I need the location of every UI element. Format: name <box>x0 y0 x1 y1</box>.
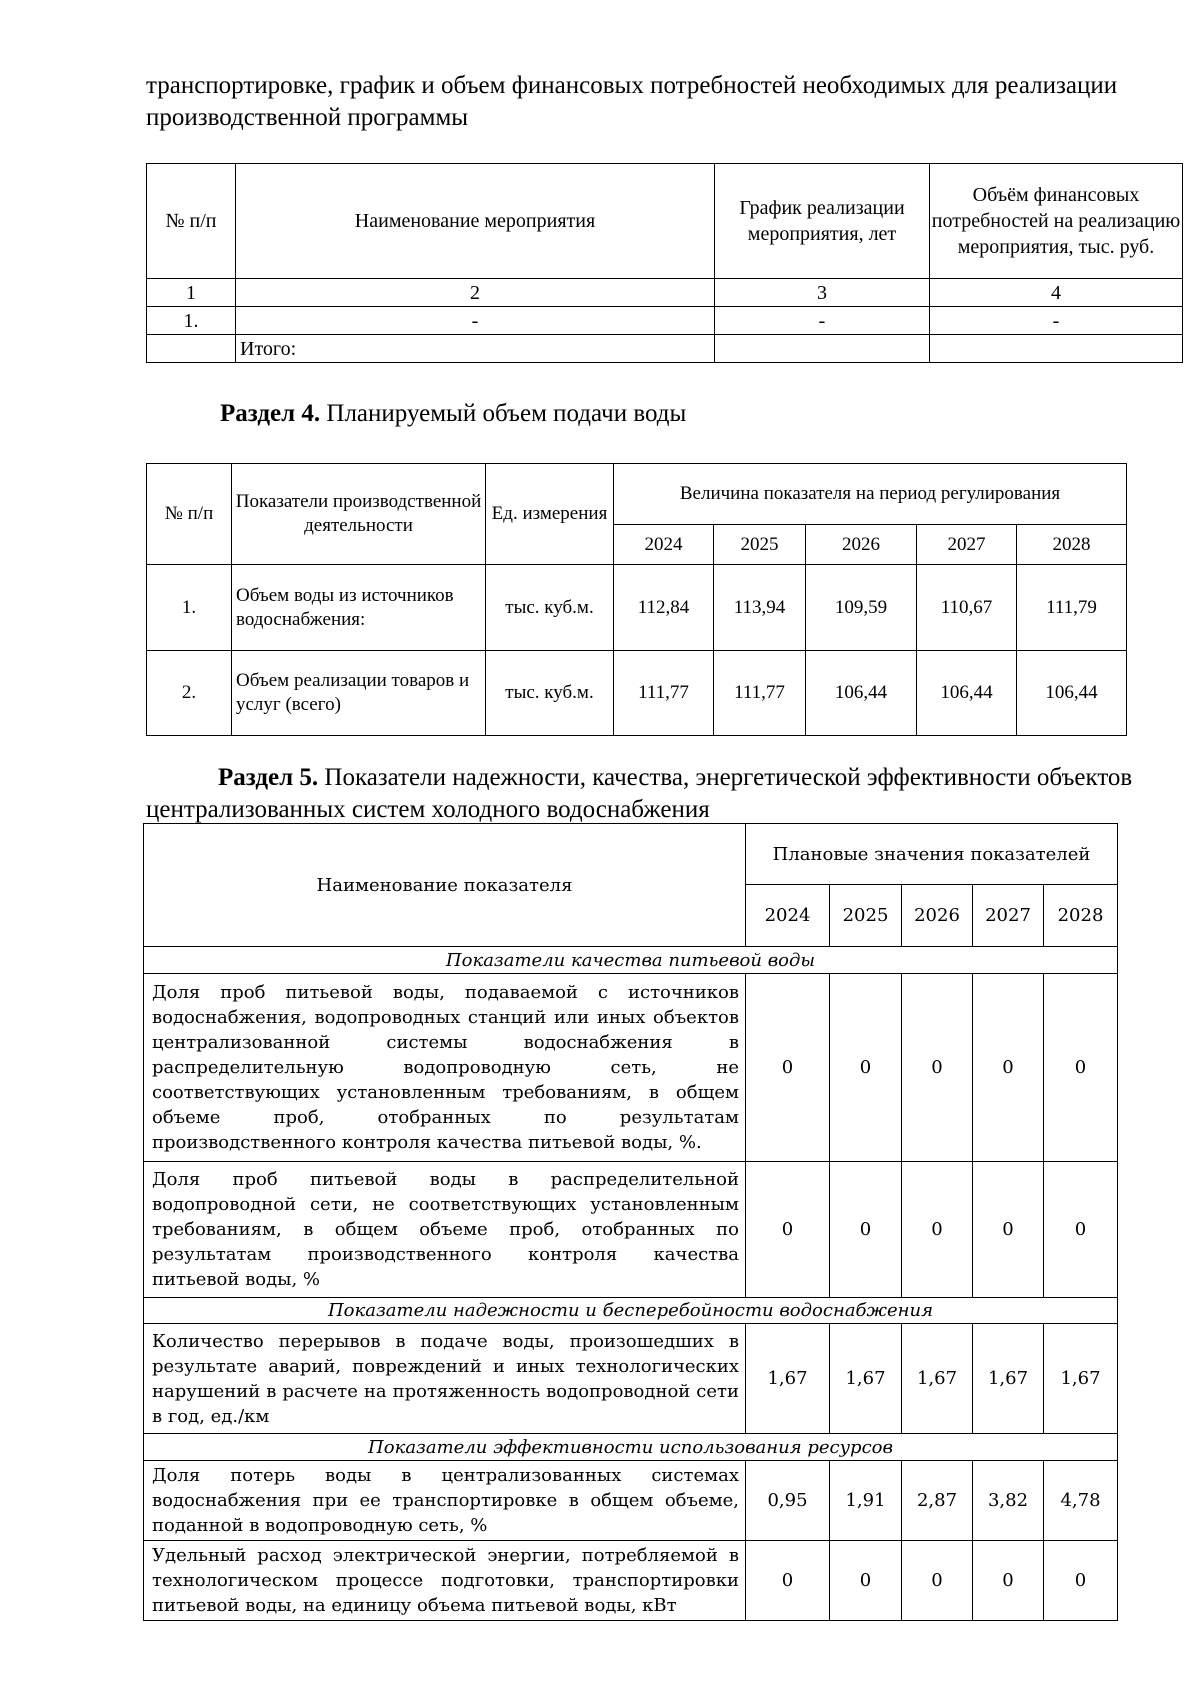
group-title: Показатели качества питьевой воды <box>144 947 1118 974</box>
value-cell: 111,79 <box>1017 565 1127 651</box>
year-cell: 2025 <box>830 885 902 947</box>
value-cell: 106,44 <box>917 651 1017 736</box>
row-schedule: - <box>715 307 930 335</box>
year-cell: 2028 <box>1044 885 1118 947</box>
table-row <box>147 565 1127 651</box>
table-row <box>144 1461 1118 1541</box>
header-plan: Плановые значения показателей <box>746 824 1118 885</box>
row-num: 2. <box>147 651 232 736</box>
header-period: Величина показателя на период регулирования <box>614 464 1127 525</box>
value-cell: 109,59 <box>806 565 917 651</box>
index-cell: 1 <box>147 279 236 307</box>
group-title: Показатели эффективности использования ресурсов <box>144 1434 1118 1461</box>
indicator-name: Доля проб питьевой воды в распределительной водопроводной сети, не соответствующих установленным требованиям, в общем объеме проб, отобранных по результатам производственного контроля качества питьевой воды, % <box>144 1162 746 1298</box>
header-name: Наименование показателя <box>144 824 746 947</box>
value-cell: 0 <box>746 1541 830 1621</box>
value-cell: 111,77 <box>614 651 714 736</box>
year-cell: 2024 <box>614 525 714 565</box>
row-unit: тыс. куб.м. <box>486 565 614 651</box>
value-cell: 113,94 <box>714 565 806 651</box>
index-cell: 3 <box>715 279 930 307</box>
value-cell: 0 <box>902 974 973 1162</box>
year-cell: 2024 <box>746 885 830 947</box>
value-cell: 0 <box>830 1162 902 1298</box>
value-cell: 106,44 <box>806 651 917 736</box>
value-cell: 1,67 <box>1044 1324 1118 1434</box>
year-cell: 2027 <box>917 525 1017 565</box>
table-row <box>144 1541 1118 1621</box>
header-volume: Объём финансовых потребностей на реализацию мероприятия, тыс. руб. <box>930 164 1183 279</box>
value-cell: 0 <box>973 1541 1044 1621</box>
row-name: Объем воды из источников водоснабжения: <box>232 565 486 651</box>
group-title: Показатели надежности и бесперебойности водоснабжения <box>144 1298 1118 1324</box>
indicator-name: Количество перерывов в подаче воды, произошедших в результате аварий, повреждений и иных технологических нарушений в расчете на протяженность водопроводной сети в год, ед./км <box>144 1324 746 1434</box>
value-cell: 2,87 <box>902 1461 973 1541</box>
value-cell: 1,91 <box>830 1461 902 1541</box>
header-num: № п/п <box>147 464 232 565</box>
value-cell: 0 <box>830 1541 902 1621</box>
indicators-table <box>143 823 1118 1621</box>
row-name: - <box>236 307 715 335</box>
row-num: 1. <box>147 565 232 651</box>
section-4-label: Раздел 4. <box>220 400 321 427</box>
table-row <box>144 1162 1118 1298</box>
value-cell: 1,67 <box>973 1324 1044 1434</box>
header-indicator: Показатели производственной деятельности <box>232 464 486 565</box>
value-cell: 4,78 <box>1044 1461 1118 1541</box>
total-row <box>147 335 1183 363</box>
index-cell: 4 <box>930 279 1183 307</box>
value-cell: 1,67 <box>902 1324 973 1434</box>
header-num: № п/п <box>147 164 236 279</box>
total-empty <box>147 335 236 363</box>
table-row <box>144 974 1118 1162</box>
value-cell: 0 <box>1044 1541 1118 1621</box>
year-cell: 2026 <box>902 885 973 947</box>
header-name: Наименование мероприятия <box>236 164 715 279</box>
value-cell: 0 <box>902 1162 973 1298</box>
total-label: Итого: <box>236 335 715 363</box>
value-cell: 0 <box>746 974 830 1162</box>
value-cell: 106,44 <box>1017 651 1127 736</box>
section-5-text: Показатели надежности, качества, энергетической эффективности объектов централизованных систем холодного водоснабжения <box>146 764 1133 823</box>
header-schedule: График реализации мероприятия, лет <box>715 164 930 279</box>
section-4-text: Планируемый объем подачи воды <box>326 400 687 427</box>
intro-paragraph: транспортировке, график и объем финансовых потребностей необходимых для реализации производственной программы <box>146 72 1118 131</box>
value-cell: 1,67 <box>746 1324 830 1434</box>
indicator-name: Удельный расход электрической энергии, потребляемой в технологическом процессе подготовки, транспортировки питьевой воды, на единицу объема питьевой воды, кВт <box>144 1541 746 1621</box>
row-volume: - <box>930 307 1183 335</box>
value-cell: 111,77 <box>714 651 806 736</box>
value-cell: 0 <box>830 974 902 1162</box>
indicator-name: Доля проб питьевой воды, подаваемой с источников водоснабжения, водопроводных станций или иных объектов централизованной системы водоснабжения в распределительную водопроводную сеть, не соответствующих установленным требованиям, в общем объеме проб, отобранных по результатам производственного контроля качества питьевой воды, %. <box>144 974 746 1162</box>
year-cell: 2026 <box>806 525 917 565</box>
value-cell: 0,95 <box>746 1461 830 1541</box>
row-name: Объем реализации товаров и услуг (всего) <box>232 651 486 736</box>
total-empty <box>715 335 930 363</box>
row-unit: тыс. куб.м. <box>486 651 614 736</box>
header-unit: Ед. измерения <box>486 464 614 565</box>
value-cell: 110,67 <box>917 565 1017 651</box>
table-row <box>147 651 1127 736</box>
value-cell: 3,82 <box>973 1461 1044 1541</box>
year-cell: 2025 <box>714 525 806 565</box>
value-cell: 112,84 <box>614 565 714 651</box>
table-row <box>147 307 1183 335</box>
value-cell: 0 <box>973 1162 1044 1298</box>
year-cell: 2028 <box>1017 525 1127 565</box>
table-row <box>144 1324 1118 1434</box>
value-cell: 0 <box>902 1541 973 1621</box>
value-cell: 0 <box>1044 1162 1118 1298</box>
section-4-title <box>220 398 686 430</box>
water-supply-table <box>146 463 1127 736</box>
total-empty <box>930 335 1183 363</box>
value-cell: 0 <box>973 974 1044 1162</box>
section-5-title <box>146 762 1186 826</box>
index-cell: 2 <box>236 279 715 307</box>
section-5-label: Раздел 5. <box>218 764 319 791</box>
row-num: 1. <box>147 307 236 335</box>
value-cell: 0 <box>746 1162 830 1298</box>
activities-table <box>146 163 1183 363</box>
year-cell: 2027 <box>973 885 1044 947</box>
indicator-name: Доля потерь воды в централизованных системах водоснабжения при ее транспортировке в общем объеме, поданной в водопроводную сеть, % <box>144 1461 746 1541</box>
value-cell: 1,67 <box>830 1324 902 1434</box>
value-cell: 0 <box>1044 974 1118 1162</box>
